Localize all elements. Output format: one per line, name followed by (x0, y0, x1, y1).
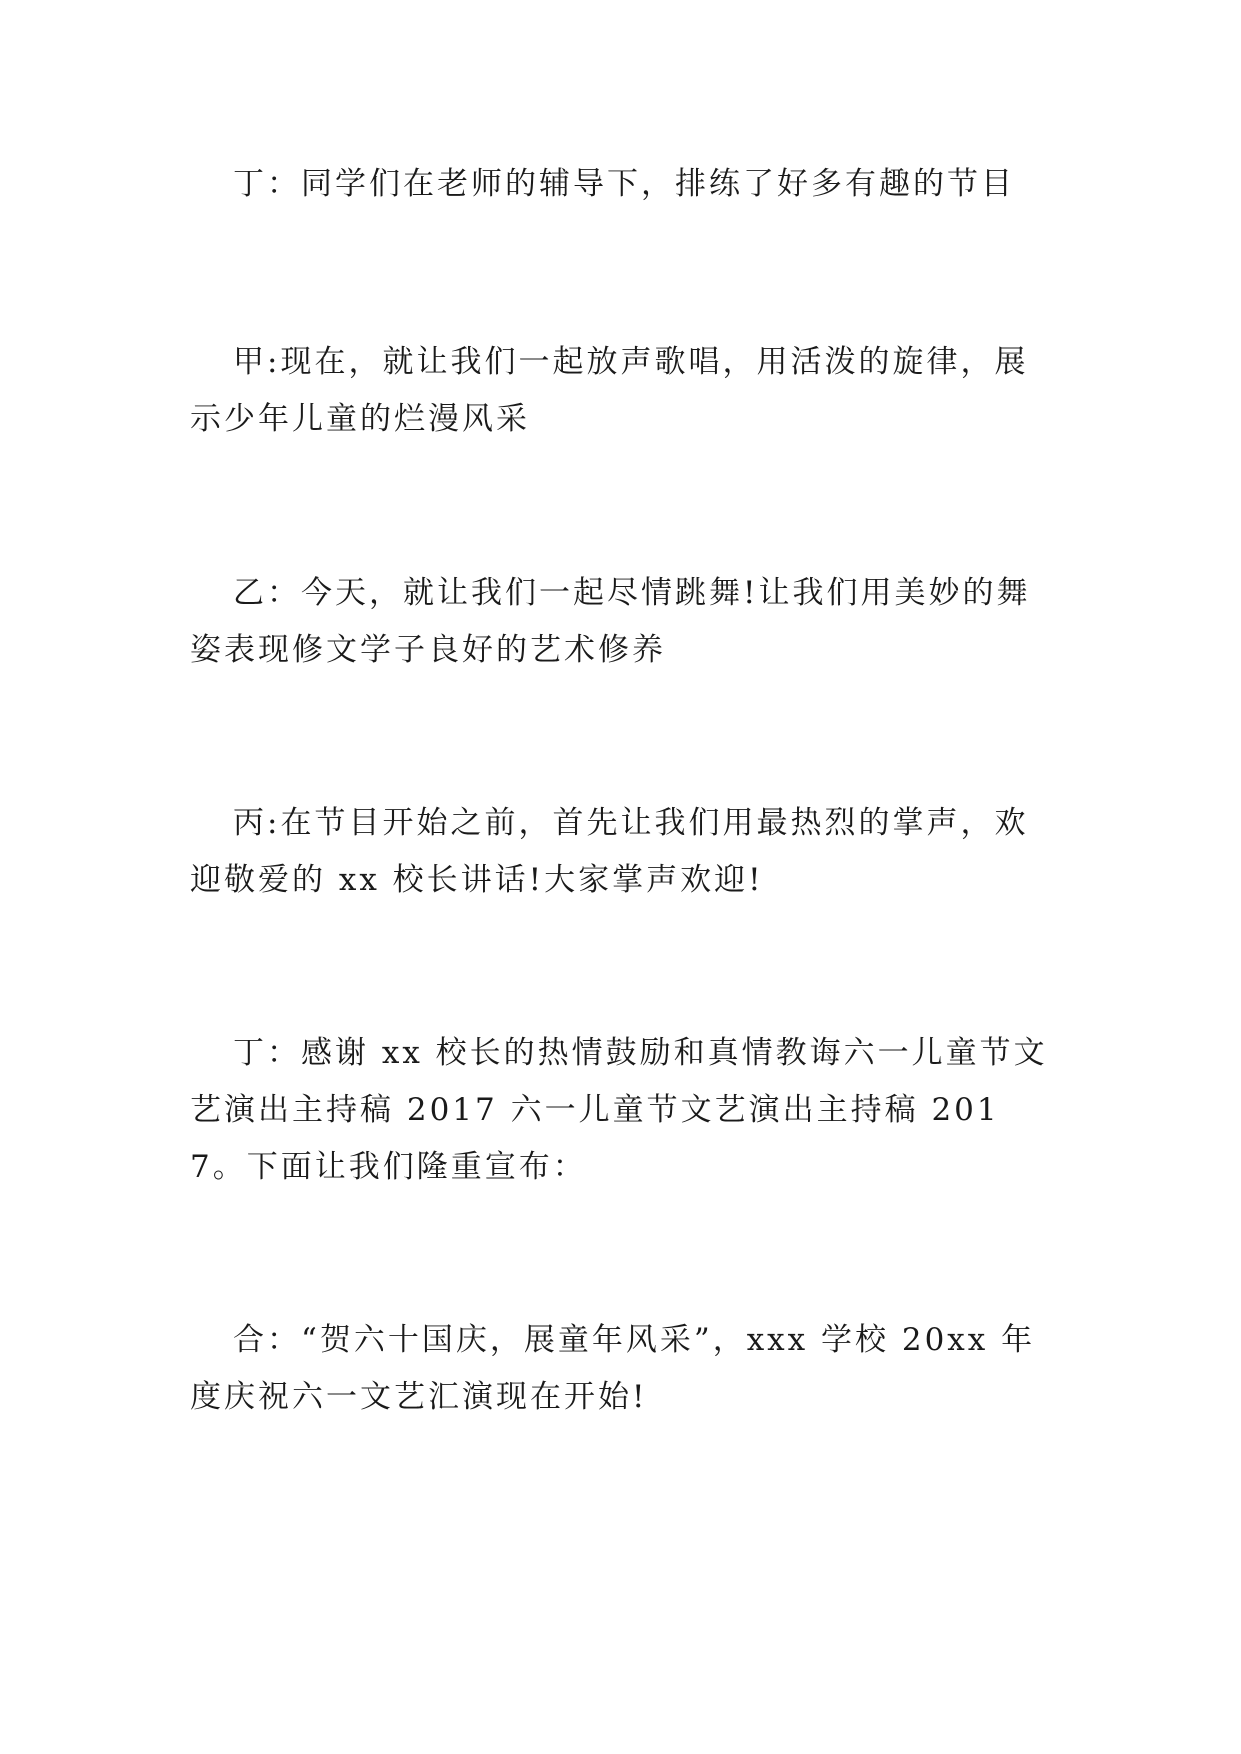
paragraph-jia-singing: 甲:现在，就让我们一起放声歌唱，用活泼的旋律，展示少年儿童的烂漫风采 (190, 344, 1029, 437)
paragraph-bing-principal: 丙:在节目开始之前，首先让我们用最热烈的掌声，欢迎敬爱的 xx 校长讲话!大家掌声欢迎! (190, 805, 1029, 898)
paragraph-ding-intro: 丁：同学们在老师的辅导下，排练了好多有趣的节目 (233, 166, 1015, 202)
paragraph-yi-dancing: 乙：今天，就让我们一起尽情跳舞!让我们用美妙的舞姿表现修文学子良好的艺术修养 (190, 575, 1031, 668)
paragraph-ding-thanks: 丁：感谢 xx 校长的热情鼓励和真情教诲六一儿童节文艺演出主持稿 2017 六一儿童节文艺演出主持稿 2017。下面让我们隆重宣布： (190, 1035, 1048, 1185)
paragraph-all-opening: 合：“贺六十国庆，展童年风采”，xxx 学校 20xx 年度庆祝六一文艺汇演现在开始! (190, 1322, 1036, 1415)
